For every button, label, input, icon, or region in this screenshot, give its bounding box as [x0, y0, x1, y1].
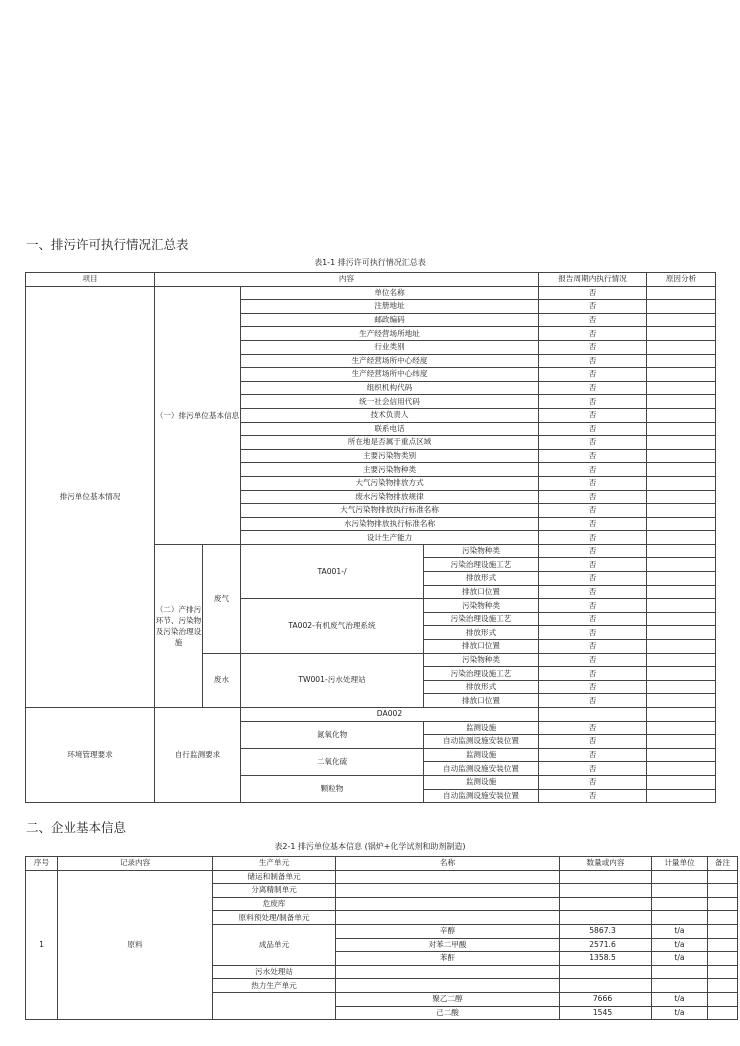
- status-cell: 否: [539, 572, 647, 586]
- table-row: [26, 286, 716, 300]
- remark-cell: [708, 938, 738, 952]
- item-cell: 监测设施: [424, 721, 539, 735]
- item-cell: 生产经营场所中心经度: [241, 354, 539, 368]
- table2-caption: 表2-1 排污单位基本信息 (锅炉+化学试剂和助剂制造): [274, 842, 466, 851]
- item-cell: 污染物种类: [424, 599, 539, 613]
- table-row: [26, 857, 738, 871]
- header-cell: 备注: [708, 857, 738, 871]
- status-cell: 否: [539, 368, 647, 382]
- reason-cell: [647, 626, 716, 640]
- reason-cell: [647, 368, 716, 382]
- name-cell: 聚乙二醇: [336, 992, 560, 1006]
- item-cell: 邮政编码: [241, 313, 539, 327]
- qty-cell: [560, 897, 652, 911]
- section1-heading: 一、排污许可执行情况汇总表: [26, 237, 189, 252]
- unit-info-table: [25, 856, 738, 1020]
- status-cell: 否: [539, 286, 647, 300]
- status-cell: [539, 708, 647, 722]
- media-cell: 废气: [203, 544, 241, 653]
- item-cell: 自动监测设施安装位置: [424, 762, 539, 776]
- header-cell: 记录内容: [58, 857, 213, 871]
- status-cell: 否: [539, 667, 647, 681]
- reason-cell: [647, 680, 716, 694]
- name-cell: 对苯二甲酸: [336, 938, 560, 952]
- remark-cell: [708, 965, 738, 979]
- status-cell: 否: [539, 585, 647, 599]
- status-cell: 否: [539, 327, 647, 341]
- header-cell: 序号: [26, 857, 58, 871]
- status-cell: 否: [539, 408, 647, 422]
- item-cell: 主要污染物类别: [241, 449, 539, 463]
- status-cell: 否: [539, 476, 647, 490]
- unit-measure-cell: t/a: [652, 952, 708, 966]
- qty-cell: 1545: [560, 1006, 652, 1020]
- qty-cell: 5867.3: [560, 924, 652, 938]
- status-cell: 否: [539, 775, 647, 789]
- header-cell: 项目: [26, 273, 155, 287]
- reason-cell: [647, 476, 716, 490]
- qty-cell: 2571.6: [560, 938, 652, 952]
- header-cell: 内容: [155, 273, 539, 287]
- status-cell: 否: [539, 789, 647, 803]
- status-cell: 否: [539, 653, 647, 667]
- reason-cell: [647, 436, 716, 450]
- reason-cell: [647, 572, 716, 586]
- header-cell: 计量单位: [652, 857, 708, 871]
- status-cell: 否: [539, 748, 647, 762]
- unit-measure-cell: [652, 911, 708, 925]
- item-cell: 监测设施: [424, 775, 539, 789]
- status-cell: 否: [539, 436, 647, 450]
- status-cell: 否: [539, 721, 647, 735]
- unit-measure-cell: t/a: [652, 938, 708, 952]
- subcategory-cell: （二）产排污环节、污染物及污染治理设施: [155, 544, 203, 707]
- item-cell: 大气污染物排放执行标准名称: [241, 504, 539, 518]
- item-cell: 排放口位置: [424, 694, 539, 708]
- unit-measure-cell: [652, 979, 708, 993]
- status-cell: 否: [539, 340, 647, 354]
- name-cell: [336, 884, 560, 898]
- seq-cell: 1: [26, 870, 58, 1020]
- item-cell: 污染物种类: [424, 653, 539, 667]
- qty-cell: [560, 979, 652, 993]
- item-cell: 水污染物排放执行标准名称: [241, 517, 539, 531]
- pollutant-cell: 二氧化硫: [241, 748, 424, 775]
- reason-cell: [647, 449, 716, 463]
- unit-cell: 原料预处理/制备单元: [213, 911, 336, 925]
- reason-cell: [647, 558, 716, 572]
- status-cell: 否: [539, 599, 647, 613]
- name-cell: [336, 979, 560, 993]
- facility-cell: TW001-污水处理站: [241, 653, 424, 707]
- reason-cell: [647, 585, 716, 599]
- reason-cell: [647, 599, 716, 613]
- header-cell: 名称: [336, 857, 560, 871]
- status-cell: 否: [539, 354, 647, 368]
- reason-cell: [647, 640, 716, 654]
- reason-cell: [647, 381, 716, 395]
- reason-cell: [647, 395, 716, 409]
- unit-cell: 储运和制备单元: [213, 870, 336, 884]
- reason-cell: [647, 286, 716, 300]
- name-cell: [336, 965, 560, 979]
- status-cell: 否: [539, 517, 647, 531]
- reason-cell: [647, 721, 716, 735]
- item-cell: 排放形式: [424, 626, 539, 640]
- item-cell: 排放口位置: [424, 585, 539, 599]
- item-cell: 生产经营场所地址: [241, 327, 539, 341]
- remark-cell: [708, 952, 738, 966]
- item-cell: 污染物种类: [424, 544, 539, 558]
- status-cell: 否: [539, 762, 647, 776]
- unit-measure-cell: t/a: [652, 924, 708, 938]
- reason-cell: [647, 612, 716, 626]
- qty-cell: [560, 884, 652, 898]
- item-cell: 废水污染物排放规律: [241, 490, 539, 504]
- remark-cell: [708, 911, 738, 925]
- facility-cell: TA002-有机废气治理系统: [241, 599, 424, 653]
- unit-measure-cell: [652, 870, 708, 884]
- status-cell: 否: [539, 531, 647, 545]
- reason-cell: [647, 327, 716, 341]
- item-cell: 所在地是否属于重点区域: [241, 436, 539, 450]
- item-cell: 行业类别: [241, 340, 539, 354]
- reason-cell: [647, 300, 716, 314]
- qty-cell: [560, 911, 652, 925]
- name-cell: [336, 870, 560, 884]
- remark-cell: [708, 1006, 738, 1020]
- status-cell: 否: [539, 694, 647, 708]
- reason-cell: [647, 490, 716, 504]
- remark-cell: [708, 979, 738, 993]
- unit-measure-cell: [652, 897, 708, 911]
- unit-measure-cell: t/a: [652, 1006, 708, 1020]
- unit-measure-cell: [652, 884, 708, 898]
- item-cell: 注册地址: [241, 300, 539, 314]
- item-cell: 大气污染物排放方式: [241, 476, 539, 490]
- reason-cell: [647, 762, 716, 776]
- item-cell: 技术负责人: [241, 408, 539, 422]
- unit-measure-cell: [652, 965, 708, 979]
- reason-cell: [647, 408, 716, 422]
- subcategory-cell: （一）排污单位基本信息: [155, 286, 241, 544]
- status-cell: 否: [539, 449, 647, 463]
- item-cell: 生产经营场所中心纬度: [241, 368, 539, 382]
- unit-cell: 分离精制单元: [213, 884, 336, 898]
- reason-cell: [647, 789, 716, 803]
- table-row: [26, 708, 716, 722]
- item-cell: 主要污染物种类: [241, 463, 539, 477]
- name-cell: 己二酸: [336, 1006, 560, 1020]
- status-cell: 否: [539, 395, 647, 409]
- unit-cell: 危废库: [213, 897, 336, 911]
- qty-cell: [560, 965, 652, 979]
- item-cell: 组织机构代码: [241, 381, 539, 395]
- status-cell: 否: [539, 735, 647, 749]
- item-cell: 联系电话: [241, 422, 539, 436]
- status-cell: 否: [539, 612, 647, 626]
- reason-cell: [647, 422, 716, 436]
- status-cell: 否: [539, 626, 647, 640]
- item-cell: 自动监测设施安装位置: [424, 735, 539, 749]
- remark-cell: [708, 897, 738, 911]
- status-cell: 否: [539, 313, 647, 327]
- remark-cell: [708, 924, 738, 938]
- status-cell: 否: [539, 544, 647, 558]
- status-cell: 否: [539, 558, 647, 572]
- reason-cell: [647, 735, 716, 749]
- status-cell: 否: [539, 490, 647, 504]
- status-cell: 否: [539, 680, 647, 694]
- section2-heading: 二、企业基本信息: [26, 820, 127, 835]
- status-cell: 否: [539, 422, 647, 436]
- reason-cell: [647, 463, 716, 477]
- name-cell: [336, 911, 560, 925]
- name-cell: 辛醇: [336, 924, 560, 938]
- permit-summary-table: [25, 272, 716, 803]
- reason-cell: [647, 653, 716, 667]
- name-cell: 苯酐: [336, 952, 560, 966]
- item-cell: 设计生产能力: [241, 531, 539, 545]
- item-cell: 污染治理设施工艺: [424, 667, 539, 681]
- qty-cell: 7666: [560, 992, 652, 1006]
- status-cell: 否: [539, 640, 647, 654]
- facility-cell: TA001-/: [241, 544, 424, 598]
- record-cell: 原料: [58, 870, 213, 1020]
- header-cell: 报告周期内执行情况: [539, 273, 647, 287]
- reason-cell: [647, 544, 716, 558]
- item-cell: 污染治理设施工艺: [424, 612, 539, 626]
- pollutant-cell: 颗粒物: [241, 775, 424, 802]
- reason-cell: [647, 708, 716, 722]
- header-cell: 原因分析: [647, 273, 716, 287]
- reason-cell: [647, 313, 716, 327]
- table1-caption: 表1-1 排污许可执行情况汇总表: [314, 258, 426, 267]
- name-cell: [336, 897, 560, 911]
- media-cell: 废水: [203, 653, 241, 707]
- reason-cell: [647, 694, 716, 708]
- item-cell: 排放形式: [424, 680, 539, 694]
- reason-cell: [647, 667, 716, 681]
- reason-cell: [647, 340, 716, 354]
- reason-cell: [647, 775, 716, 789]
- category-cell: 环境管理要求: [26, 708, 155, 803]
- reason-cell: [647, 354, 716, 368]
- remark-cell: [708, 992, 738, 1006]
- item-cell: 单位名称: [241, 286, 539, 300]
- item-cell: 自动监测设施安装位置: [424, 789, 539, 803]
- item-cell: 排放形式: [424, 572, 539, 586]
- unit-cell: 热力生产单元: [213, 979, 336, 993]
- remark-cell: [708, 870, 738, 884]
- header-cell: 数量或内容: [560, 857, 652, 871]
- table-row: [26, 870, 738, 884]
- reason-cell: [647, 531, 716, 545]
- qty-cell: 1358.5: [560, 952, 652, 966]
- reason-cell: [647, 517, 716, 531]
- unit-cell: [213, 992, 336, 1019]
- item-cell: 监测设施: [424, 748, 539, 762]
- unit-cell: 成品单元: [213, 924, 336, 965]
- table-row: [26, 273, 716, 287]
- unit-measure-cell: t/a: [652, 992, 708, 1006]
- item-cell: 污染治理设施工艺: [424, 558, 539, 572]
- header-cell: 生产单元: [213, 857, 336, 871]
- reason-cell: [647, 748, 716, 762]
- qty-cell: [560, 870, 652, 884]
- status-cell: 否: [539, 300, 647, 314]
- reason-cell: [647, 504, 716, 518]
- status-cell: 否: [539, 463, 647, 477]
- item-cell: 统一社会信用代码: [241, 395, 539, 409]
- subcategory-cell: 自行监测要求: [155, 708, 241, 803]
- status-cell: 否: [539, 504, 647, 518]
- category-cell: 排污单位基本情况: [26, 286, 155, 707]
- pollutant-cell: 氮氧化物: [241, 721, 424, 748]
- item-cell: 排放口位置: [424, 640, 539, 654]
- outlet-cell: DA002: [241, 708, 539, 722]
- status-cell: 否: [539, 381, 647, 395]
- unit-cell: 污水处理站: [213, 965, 336, 979]
- remark-cell: [708, 884, 738, 898]
